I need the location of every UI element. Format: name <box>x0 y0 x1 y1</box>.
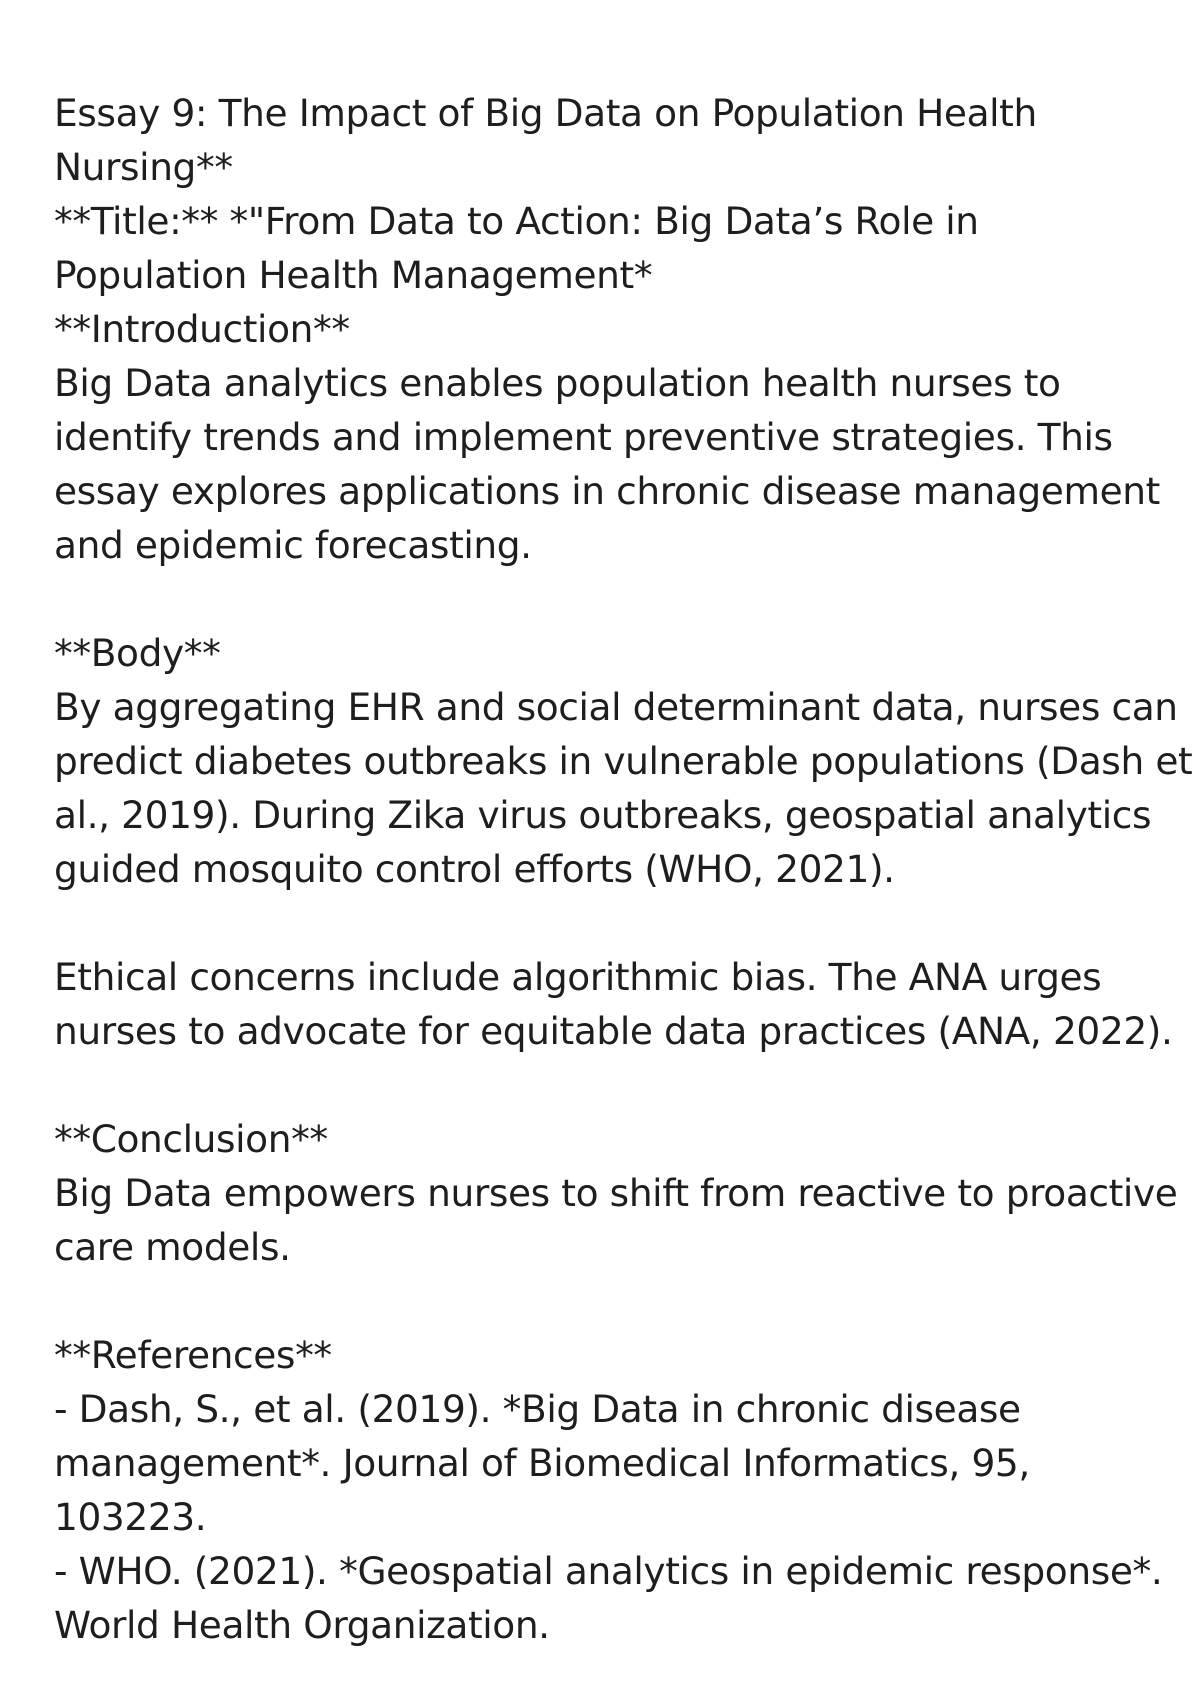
paragraph-spacer <box>54 572 1164 626</box>
reference-line: 103223. <box>54 1495 207 1539</box>
essay-heading-line-1: Essay 9: The Impact of Big Data on Population Health <box>54 91 1037 135</box>
introduction-heading: **Introduction** <box>54 307 350 351</box>
reference-line: World Health Organization. <box>54 1603 550 1647</box>
essay-title-line-2: Population Health Management* <box>54 253 653 297</box>
paragraph-spacer <box>54 1058 1164 1112</box>
paragraph-spacer <box>54 1274 1164 1328</box>
essay-title-line-1: **Title:** *"From Data to Action: Big Data’s Role in <box>54 199 979 243</box>
body-paragraph-1-line: predict diabetes outbreaks in vulnerable populations (Dash et <box>54 739 1193 783</box>
body-paragraph-2-line: Ethical concerns include algorithmic bias. The ANA urges <box>54 955 1102 999</box>
references-heading: **References** <box>54 1333 332 1377</box>
conclusion-line: Big Data empowers nurses to shift from reactive to proactive <box>54 1171 1178 1215</box>
introduction-line: and epidemic forecasting. <box>54 523 532 567</box>
body-heading: **Body** <box>54 631 221 675</box>
body-paragraph-2-line: nurses to advocate for equitable data practices (ANA, 2022). <box>54 1009 1173 1053</box>
reference-line: management*. Journal of Biomedical Informatics, 95, <box>54 1441 1030 1485</box>
introduction-line: identify trends and implement preventive strategies. This <box>54 415 1113 459</box>
body-paragraph-1-line: By aggregating EHR and social determinant data, nurses can <box>54 685 1178 729</box>
introduction-line: Big Data analytics enables population health nurses to <box>54 361 1061 405</box>
reference-line: - WHO. (2021). *Geospatial analytics in epidemic response*. <box>54 1549 1163 1593</box>
body-paragraph-1-line: al., 2019). During Zika virus outbreaks, geospatial analytics <box>54 793 1152 837</box>
conclusion-line: care models. <box>54 1225 291 1269</box>
essay-heading-line-2: Nursing** <box>54 145 233 189</box>
paragraph-spacer <box>54 896 1164 950</box>
essay-document <box>54 86 1193 1652</box>
introduction-line: essay explores applications in chronic disease management <box>54 469 1160 513</box>
conclusion-heading: **Conclusion** <box>54 1117 328 1161</box>
reference-line: - Dash, S., et al. (2019). *Big Data in chronic disease <box>54 1387 1021 1431</box>
body-paragraph-1-line: guided mosquito control efforts (WHO, 2021). <box>54 847 895 891</box>
